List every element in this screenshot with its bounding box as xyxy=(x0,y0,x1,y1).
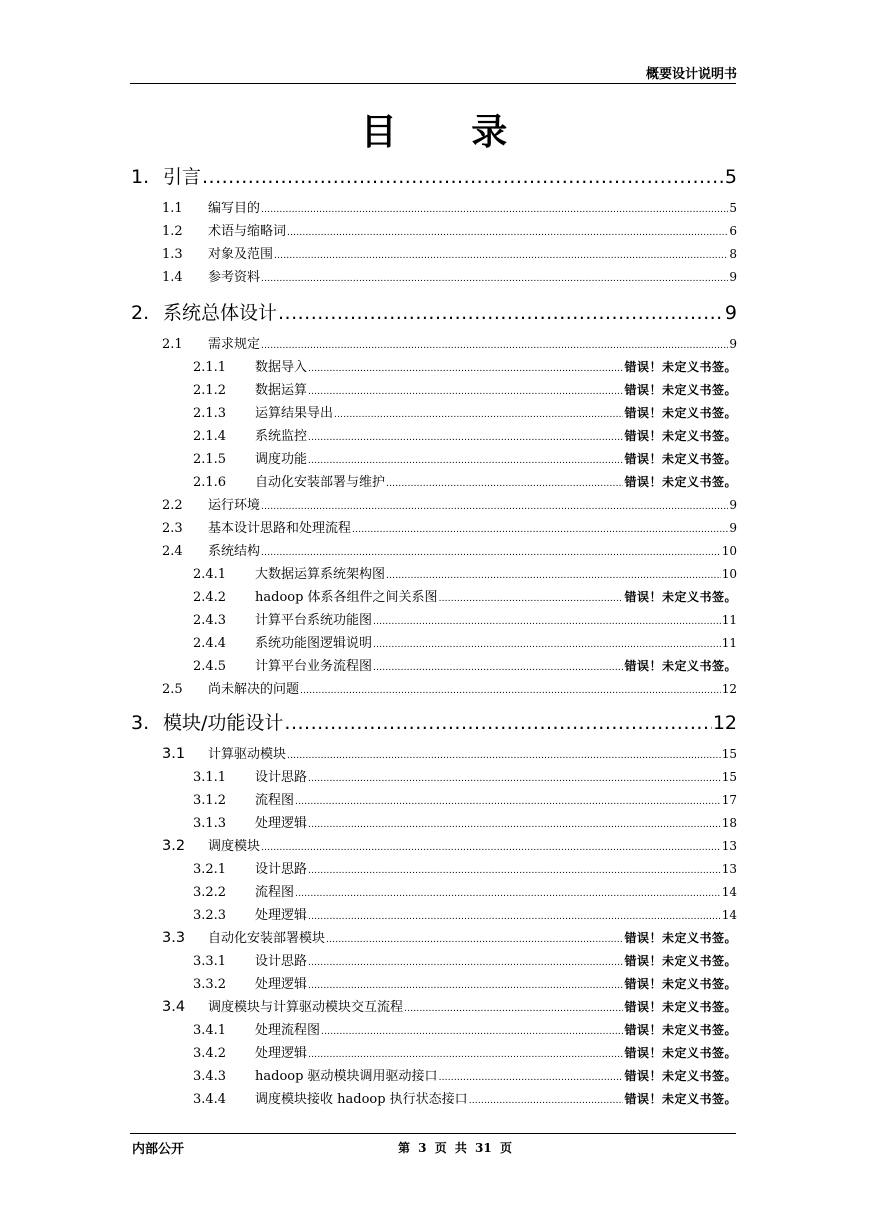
toc-leader-dots xyxy=(308,387,623,397)
toc-title: 目 录 xyxy=(360,112,509,153)
toc-entry-text: 运算结果导出 xyxy=(255,406,334,421)
toc-entry[interactable] xyxy=(193,858,737,878)
toc-entry-text: 流程图 xyxy=(255,885,295,900)
toc-entry-text: 设计思路 xyxy=(255,770,308,785)
toc-entry-number: 2.1.6 xyxy=(193,475,227,490)
toc-entry-text: 处理逻辑 xyxy=(255,816,308,831)
toc-entry-number: 2.3 xyxy=(162,521,183,536)
toc-entry-error: 错误！未定义书签。 xyxy=(624,1092,737,1106)
toc-entry-page: 9 xyxy=(724,302,737,324)
toc-entry[interactable] xyxy=(193,904,737,924)
toc-leader-dots xyxy=(308,820,721,830)
toc-leader-dots xyxy=(300,686,721,696)
toc-entry-text: 术语与缩略词 xyxy=(208,224,287,239)
toc-entry[interactable] xyxy=(162,540,737,560)
toc-entry-number: 2.1.1 xyxy=(193,360,227,375)
toc-entry-number: 2.1.4 xyxy=(193,429,227,444)
toc-entry-text: 处理流程图 xyxy=(255,1023,321,1038)
toc-leader-dots xyxy=(321,1027,623,1037)
toc-entry[interactable] xyxy=(162,927,737,947)
toc-leader-dots xyxy=(308,433,623,443)
toc-entry-number: 3.1 xyxy=(162,746,186,762)
toc-leader-dots xyxy=(308,364,623,374)
footer-page-number: 第 3 页 共 31 页 xyxy=(398,1141,512,1155)
toc-entry[interactable] xyxy=(193,766,737,786)
toc-entry-page: 9 xyxy=(729,521,737,535)
toc-entry-page: 18 xyxy=(721,816,737,830)
toc-leader-dots xyxy=(308,1050,623,1060)
toc-entry-number: 2.1.5 xyxy=(193,452,227,467)
toc-entry[interactable] xyxy=(162,494,737,514)
toc-entry-text: 系统功能图逻辑说明 xyxy=(255,636,373,651)
toc-entry[interactable] xyxy=(193,1065,737,1085)
toc-entry-text: 调度模块与计算驱动模块交互流程 xyxy=(208,1000,404,1015)
toc-entry-page: 11 xyxy=(721,613,737,627)
toc-leader-dots xyxy=(373,663,623,673)
toc-entry-text: 处理逻辑 xyxy=(255,1046,308,1061)
toc-entry[interactable] xyxy=(131,162,737,188)
toc-entry[interactable] xyxy=(193,471,737,491)
toc-entry-page: 17 xyxy=(721,793,737,807)
toc-entry-text: 尚未解决的问题 xyxy=(208,682,300,697)
toc-entry-number: 2.4.4 xyxy=(193,636,227,651)
toc-leader-dots xyxy=(284,712,711,734)
toc-entry-page: 10 xyxy=(721,567,737,581)
toc-entry-text: 计算驱动模块 xyxy=(208,747,287,762)
toc-entry-page: 6 xyxy=(729,224,737,238)
toc-entry-error: 错误！未定义书签。 xyxy=(624,429,737,443)
toc-leader-dots xyxy=(308,958,623,968)
toc-entry-number: 2.1.3 xyxy=(193,406,227,421)
toc-entry-text: 系统结构 xyxy=(208,544,261,559)
toc-entry[interactable] xyxy=(193,586,737,606)
toc-entry[interactable] xyxy=(193,973,737,993)
toc-entry-number: 1.1 xyxy=(162,201,183,216)
toc-entry-number: 1.4 xyxy=(162,270,183,285)
toc-leader-dots xyxy=(308,866,721,876)
toc-leader-dots xyxy=(334,410,623,420)
toc-entry-text: 处理逻辑 xyxy=(255,977,308,992)
toc-leader-dots xyxy=(308,774,721,784)
toc-entry-text: 系统总体设计 xyxy=(163,302,278,324)
toc-entry-text: 数据运算 xyxy=(255,383,308,398)
toc-leader-dots xyxy=(469,1096,624,1106)
footer-divider xyxy=(130,1133,736,1134)
toc-entry-text: 基本设计思路和处理流程 xyxy=(208,521,352,536)
toc-entry[interactable] xyxy=(193,563,737,583)
toc-entry[interactable] xyxy=(193,655,737,675)
toc-entry-number: 3.4 xyxy=(162,999,186,1015)
toc-entry-text: 计算平台系统功能图 xyxy=(255,613,373,628)
toc-entry[interactable] xyxy=(193,425,737,445)
toc-entry[interactable] xyxy=(193,789,737,809)
toc-entry-text: 调度功能 xyxy=(255,452,308,467)
toc-entry-text: 设计思路 xyxy=(255,954,308,969)
toc-entry-text: 自动化安装部署模块 xyxy=(208,931,326,946)
toc-entry-number: 3.4.3 xyxy=(193,1069,227,1084)
toc-leader-dots xyxy=(261,341,728,351)
toc-entry[interactable] xyxy=(162,517,737,537)
toc-entry-number: 1.2 xyxy=(162,224,183,239)
toc-leader-dots xyxy=(261,502,728,512)
toc-entry[interactable] xyxy=(193,1042,737,1062)
toc-entry-number: 2. xyxy=(131,302,150,324)
toc-entry-number: 2.2 xyxy=(162,498,183,513)
toc-entry-page: 12 xyxy=(712,712,737,734)
toc-entry[interactable] xyxy=(162,220,737,240)
toc-entry-page: 9 xyxy=(729,270,737,284)
toc-entry-text: 编写目的 xyxy=(208,201,261,216)
toc-entry[interactable] xyxy=(193,1019,737,1039)
toc-entry-page: 5 xyxy=(729,201,737,215)
toc-entry-text: 设计思路 xyxy=(255,862,308,877)
toc-entry-text: 对象及范围 xyxy=(208,247,274,262)
toc-leader-dots xyxy=(373,640,721,650)
toc-entry-number: 2.5 xyxy=(162,682,183,697)
toc-entry-error: 错误！未定义书签。 xyxy=(624,590,737,604)
toc-entry[interactable] xyxy=(193,448,737,468)
toc-entry-error: 错误！未定义书签。 xyxy=(624,954,737,968)
toc-entry-text: 调度模块 xyxy=(208,839,261,854)
toc-entry[interactable] xyxy=(193,402,737,422)
toc-entry[interactable] xyxy=(162,678,737,698)
toc-entry-error: 错误！未定义书签。 xyxy=(624,1000,737,1014)
toc-entry-page: 14 xyxy=(721,885,737,899)
toc-entry-number: 3.3 xyxy=(162,930,186,946)
toc-entry-page: 13 xyxy=(721,839,737,853)
toc-entry-error: 错误！未定义书签。 xyxy=(624,406,737,420)
toc-entry-text: 调度模块接收 hadoop 执行状态接口 xyxy=(255,1092,468,1107)
toc-entry-number: 3.2.2 xyxy=(193,885,227,900)
toc-leader-dots xyxy=(278,302,724,324)
toc-entry-number: 2.1 xyxy=(162,337,183,352)
toc-entry[interactable] xyxy=(162,743,737,763)
toc-entry-text: 参考资料 xyxy=(208,270,261,285)
toc-entry-number: 1.3 xyxy=(162,247,183,262)
toc-entry-page: 10 xyxy=(721,544,737,558)
toc-entry-number: 3.3.2 xyxy=(193,977,227,992)
toc-entry-page: 14 xyxy=(721,908,737,922)
toc-entry-text: 计算平台业务流程图 xyxy=(255,659,373,674)
toc-leader-dots xyxy=(308,912,721,922)
toc-entry-number: 3.4.4 xyxy=(193,1092,227,1107)
toc-entry-error: 错误！未定义书签。 xyxy=(624,452,737,466)
toc-entry-page: 15 xyxy=(721,747,737,761)
toc-entry-number: 3.1.3 xyxy=(193,816,227,831)
toc-entry-number: 3.1.2 xyxy=(193,793,227,808)
toc-entry-number: 2.1.2 xyxy=(193,383,227,398)
toc-entry-text: 处理逻辑 xyxy=(255,908,308,923)
toc-leader-dots xyxy=(308,456,623,466)
toc-entry-number: 3.4.1 xyxy=(193,1023,227,1038)
toc-entry-error: 错误！未定义书签。 xyxy=(624,475,737,489)
toc-entry-page: 5 xyxy=(724,166,737,188)
toc-entry[interactable] xyxy=(131,298,737,324)
toc-leader-dots xyxy=(386,479,623,489)
toc-leader-dots xyxy=(326,935,623,945)
toc-entry[interactable] xyxy=(162,266,737,286)
toc-entry-error: 错误！未定义书签。 xyxy=(624,383,737,397)
toc-entry-error: 错误！未定义书签。 xyxy=(624,1069,737,1083)
toc-entry-number: 3.1.1 xyxy=(193,770,227,785)
toc-entry-number: 3.2 xyxy=(162,838,186,854)
toc-entry[interactable] xyxy=(193,379,737,399)
toc-entry-text: hadoop 驱动模块调用驱动接口 xyxy=(255,1069,438,1084)
toc-entry-text: 模块/功能设计 xyxy=(163,712,284,734)
toc-leader-dots xyxy=(202,166,724,188)
toc-leader-dots xyxy=(386,571,721,581)
toc-entry-text: 引言 xyxy=(163,166,202,188)
toc-entry[interactable] xyxy=(193,1088,737,1108)
toc-entry-text: 数据导入 xyxy=(255,360,308,375)
toc-entry-page: 13 xyxy=(721,862,737,876)
toc-entry-number: 3.2.3 xyxy=(193,908,227,923)
toc-leader-dots xyxy=(308,981,623,991)
toc-leader-dots xyxy=(287,751,721,761)
footer-classification: 内部公开 xyxy=(132,1142,185,1157)
toc-entry-text: 运行环境 xyxy=(208,498,261,513)
toc-entry[interactable] xyxy=(162,333,737,353)
toc-entry-number: 3.2.1 xyxy=(193,862,227,877)
toc-entry-text: 自动化安装部署与维护 xyxy=(255,475,386,490)
toc-entry-error: 错误！未定义书签。 xyxy=(624,1046,737,1060)
toc-entry-number: 1. xyxy=(131,166,150,188)
toc-entry-text: 需求规定 xyxy=(208,337,261,352)
toc-entry-error: 错误！未定义书签。 xyxy=(624,977,737,991)
toc-entry-number: 2.4 xyxy=(162,544,183,559)
toc-entry[interactable] xyxy=(193,881,737,901)
toc-entry[interactable] xyxy=(193,632,737,652)
toc-entry-number: 2.4.2 xyxy=(193,590,227,605)
toc-leader-dots xyxy=(261,205,728,215)
toc-entry-number: 3.3.1 xyxy=(193,954,227,969)
toc-entry-page: 15 xyxy=(721,770,737,784)
toc-leader-dots xyxy=(274,251,728,261)
toc-entry-error: 错误！未定义书签。 xyxy=(624,360,737,374)
toc-leader-dots xyxy=(261,843,721,853)
toc-leader-dots xyxy=(439,1073,624,1083)
toc-entry[interactable] xyxy=(193,356,737,376)
toc-entry-page: 11 xyxy=(721,636,737,650)
toc-entry[interactable] xyxy=(193,812,737,832)
header-divider xyxy=(130,83,736,84)
toc-entry-text: 系统监控 xyxy=(255,429,308,444)
toc-entry[interactable] xyxy=(162,197,737,217)
toc-leader-dots xyxy=(373,617,721,627)
toc-leader-dots xyxy=(439,594,624,604)
document-header-title: 概要设计说明书 xyxy=(645,67,737,82)
toc-entry[interactable] xyxy=(162,996,737,1016)
toc-entry[interactable] xyxy=(162,835,737,855)
toc-entry-error: 错误！未定义书签。 xyxy=(624,931,737,945)
toc-leader-dots xyxy=(261,548,721,558)
toc-entry-page: 12 xyxy=(721,682,737,696)
toc-entry-page: 9 xyxy=(729,337,737,351)
toc-entry-text: 大数据运算系统架构图 xyxy=(255,567,386,582)
toc-entry-number: 3.4.2 xyxy=(193,1046,227,1061)
toc-entry-page: 9 xyxy=(729,498,737,512)
toc-entry-error: 错误！未定义书签。 xyxy=(624,659,737,673)
toc-entry-number: 2.4.3 xyxy=(193,613,227,628)
toc-entry[interactable] xyxy=(193,950,737,970)
toc-leader-dots xyxy=(404,1004,623,1014)
toc-entry-number: 2.4.1 xyxy=(193,567,227,582)
toc-entry-text: 流程图 xyxy=(255,793,295,808)
toc-entry[interactable] xyxy=(131,708,737,734)
toc-entry[interactable] xyxy=(162,243,737,263)
toc-leader-dots xyxy=(287,228,728,238)
toc-leader-dots xyxy=(295,797,721,807)
toc-entry[interactable] xyxy=(193,609,737,629)
toc-entry-number: 3. xyxy=(131,712,150,734)
toc-entry-error: 错误！未定义书签。 xyxy=(624,1023,737,1037)
toc-entry-text: hadoop 体系各组件之间关系图 xyxy=(255,590,438,605)
toc-leader-dots xyxy=(261,274,728,284)
toc-leader-dots xyxy=(295,889,721,899)
toc-leader-dots xyxy=(352,525,728,535)
toc-entry-number: 2.4.5 xyxy=(193,659,227,674)
toc-entry-page: 8 xyxy=(729,247,737,261)
